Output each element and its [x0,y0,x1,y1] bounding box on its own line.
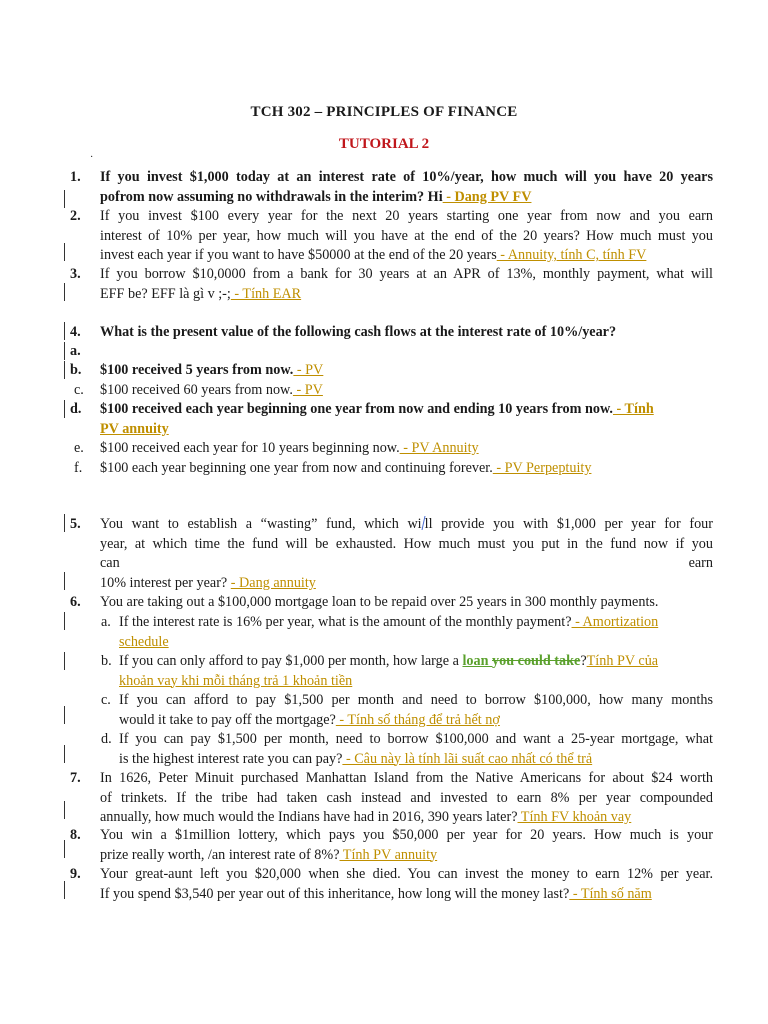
change-bar [64,652,65,670]
question-8 [100,826,713,865]
question-6 [100,593,713,613]
question-6-number: 6. [70,594,81,610]
question-2-number: 2. [70,208,81,224]
q4-item-b-text: $100 received 5 years from now. [100,362,294,378]
question-5-annotation: - Dang annuity [230,574,316,591]
change-bar [64,514,65,532]
q4-item-c-text: $100 received 60 years from now. [100,382,293,398]
q6-item-d [119,730,713,769]
q4-item-c [100,381,713,401]
change-bar [64,283,65,301]
q6-item-a-label: a. [101,614,111,630]
q4-item-f-annotation: - PV Perpeptuity [492,460,592,476]
question-4-text: What is the present value of the following cash flows at the interest rate of 10%/year? [100,324,617,340]
question-7 [100,769,713,828]
question-9 [100,865,713,904]
question-5-line-1a: You want to establish a “wasting” fund, which wi [100,516,422,532]
change-bar [64,190,65,208]
q4-item-f-text: $100 each year beginning one year from now and continuing forever. [100,460,493,476]
q6-item-a-text: If the interest rate is 16% per year, what is the amount of the monthly payment? [119,614,572,630]
q6-item-b-annotation: Tính PV của [586,653,659,669]
q4-item-e-annotation: - PV Annuity [399,440,479,456]
q6-item-b-deleted: you could take [492,653,581,669]
change-bar [64,361,65,379]
q4-item-c-annotation: - PV [292,382,323,398]
q6-item-d-line-1: If you can pay $1,500 per month, need to borrow $100,000 and want a 25-year mortgage, what [119,731,713,747]
question-5-line-4: 10% interest per year? [100,574,231,591]
question-2-annotation: - Annuity, tính C, tính FV [496,247,647,264]
q6-item-a-annotation: - Amortization [571,614,659,630]
change-bar [64,840,65,858]
change-bar [64,322,65,340]
q4-item-a-label: a. [70,343,81,359]
question-2 [100,207,713,266]
question-7-number: 7. [70,770,81,786]
q6-item-c-annotation: - Tính số tháng để trả hết nợ [335,711,500,728]
q6-item-b-question-mark: ? [580,653,587,669]
question-5-line-3a: can [100,555,120,572]
change-bar [64,612,65,630]
stray-dot: · [90,152,94,163]
question-5-line-2: year, at which time the fund will be exhausted. How much must you put in the fund now if you [100,535,713,552]
question-5-line-3b: earn [688,555,713,572]
q4-item-f [100,459,713,479]
change-bar [64,342,65,360]
question-8-annotation: Tính PV annuity [339,846,438,863]
question-7-line-2: of trinkets. If the tribe had taken cash instead and invested to earn 8% per year compounded [100,789,713,806]
change-bar [64,881,65,899]
question-3-number: 3. [70,266,81,282]
change-bar [64,801,65,819]
q4-item-e [100,439,713,459]
question-2-line-2: interest of 10% per year, how much will you have at the end of the 20 years? How much must you [100,227,713,244]
question-7-line-3: annually, how much would the Indians have had in 2016, 390 years later? [100,809,518,826]
document-title: TCH 302 – PRINCIPLES OF FINANCE [250,104,518,120]
q4-item-d-annotation-2: PV annuity [100,420,169,437]
question-1 [100,168,713,207]
question-9-annotation: - Tính số năm [569,885,652,902]
question-3-line-1: If you borrow $10,0000 from a bank for 30 years at an APR of 13%, monthly payment, what will [100,266,713,282]
change-bar [64,400,65,418]
q4-item-b [100,361,713,381]
question-1-line-2: pofrom now assuming no withdrawals in the interim? Hi [100,188,443,205]
question-6-text: You are taking out a $100,000 mortgage loan to be repaid over 25 years in 300 monthly payments. [100,594,659,610]
document-subtitle: TUTORIAL 2 [338,136,430,152]
question-3 [100,265,713,304]
question-8-line-2: prize really worth, /an interest rate of 8%? [100,846,340,863]
q6-item-c-label: c. [101,692,111,708]
question-8-number: 8. [70,827,81,843]
q6-item-b [119,652,713,691]
q4-item-e-text: $100 received each year for 10 years beginning now. [100,440,400,456]
question-9-line-1: Your great-aunt left you $20,000 when she died. You can invest the money to earn 12% per year. [100,866,713,882]
question-3-line-2: EFF be? EFF là gì v ;-; [100,285,231,302]
q6-item-b-inserted: loan [462,653,493,669]
question-5 [100,515,713,593]
question-5-line-1b: ll provide you with $1,000 per year for four [424,516,714,532]
q6-item-d-label: d. [101,731,112,747]
question-7-line-1: In 1626, Peter Minuit purchased Manhattan Island from the Native Americans for about $24 worth [100,770,713,786]
q6-item-c [119,691,713,730]
q6-item-d-annotation: - Câu này là tính lãi suất cao nhất có thể trả [342,750,593,767]
q6-item-a [119,613,713,652]
q4-item-d-annotation: - Tính [612,401,654,417]
question-7-annotation: Tính FV khoản vay [517,809,632,826]
change-bar [64,745,65,763]
question-8-line-1: You win a $1million lottery, which pays you $50,000 per year for 20 years. How much is your [100,827,713,843]
question-9-number: 9. [70,866,81,882]
question-4 [100,323,713,343]
question-3-annotation: - Tính EAR [230,285,302,302]
q6-item-b-annotation-2: khoản vay khi mỗi tháng trả 1 khoản tiền [119,672,353,689]
q6-item-a-annotation-2: schedule [119,633,169,650]
q4-item-d [100,400,713,439]
question-1-number: 1. [70,169,81,185]
q4-item-d-label: d. [70,401,82,417]
question-9-line-2: If you spend $3,540 per year out of this inheritance, how long will the money last? [100,885,570,902]
question-1-line-1: If you invest $1,000 today at an interest rate of 10%/year, how much will you have 20 years [100,169,713,185]
q6-item-b-text: If you can only afford to pay $1,000 per month, how large a [119,653,463,669]
q4-item-e-label: e. [74,440,84,456]
q6-item-b-label: b. [101,653,112,669]
q4-item-f-label: f. [74,460,83,476]
change-bar [64,572,65,590]
question-4-number: 4. [70,324,81,340]
q6-item-d-line-2: is the highest interest rate you can pay? [119,750,343,767]
q4-item-c-label: c. [74,382,84,398]
change-bar [64,243,65,261]
question-1-annotation: - Dang PV FV [442,188,532,205]
question-2-line-3: invest each year if you want to have $50000 at the end of the 20 years [100,247,497,264]
question-2-line-1: If you invest $100 every year for the next 20 years starting one year from now and you earn [100,208,713,224]
q4-item-b-annotation: - PV [293,362,324,378]
question-5-number: 5. [70,516,81,532]
q4-item-b-label: b. [70,362,82,378]
q6-item-c-line-2: would it take to pay off the mortgage? [119,711,336,728]
q6-item-c-line-1: If you can afford to pay $1,500 per month and need to borrow $100,000, how many months [119,692,713,708]
change-bar [64,706,65,724]
q4-item-d-text: $100 received each year beginning one year from now and ending 10 years from now. [100,401,613,417]
